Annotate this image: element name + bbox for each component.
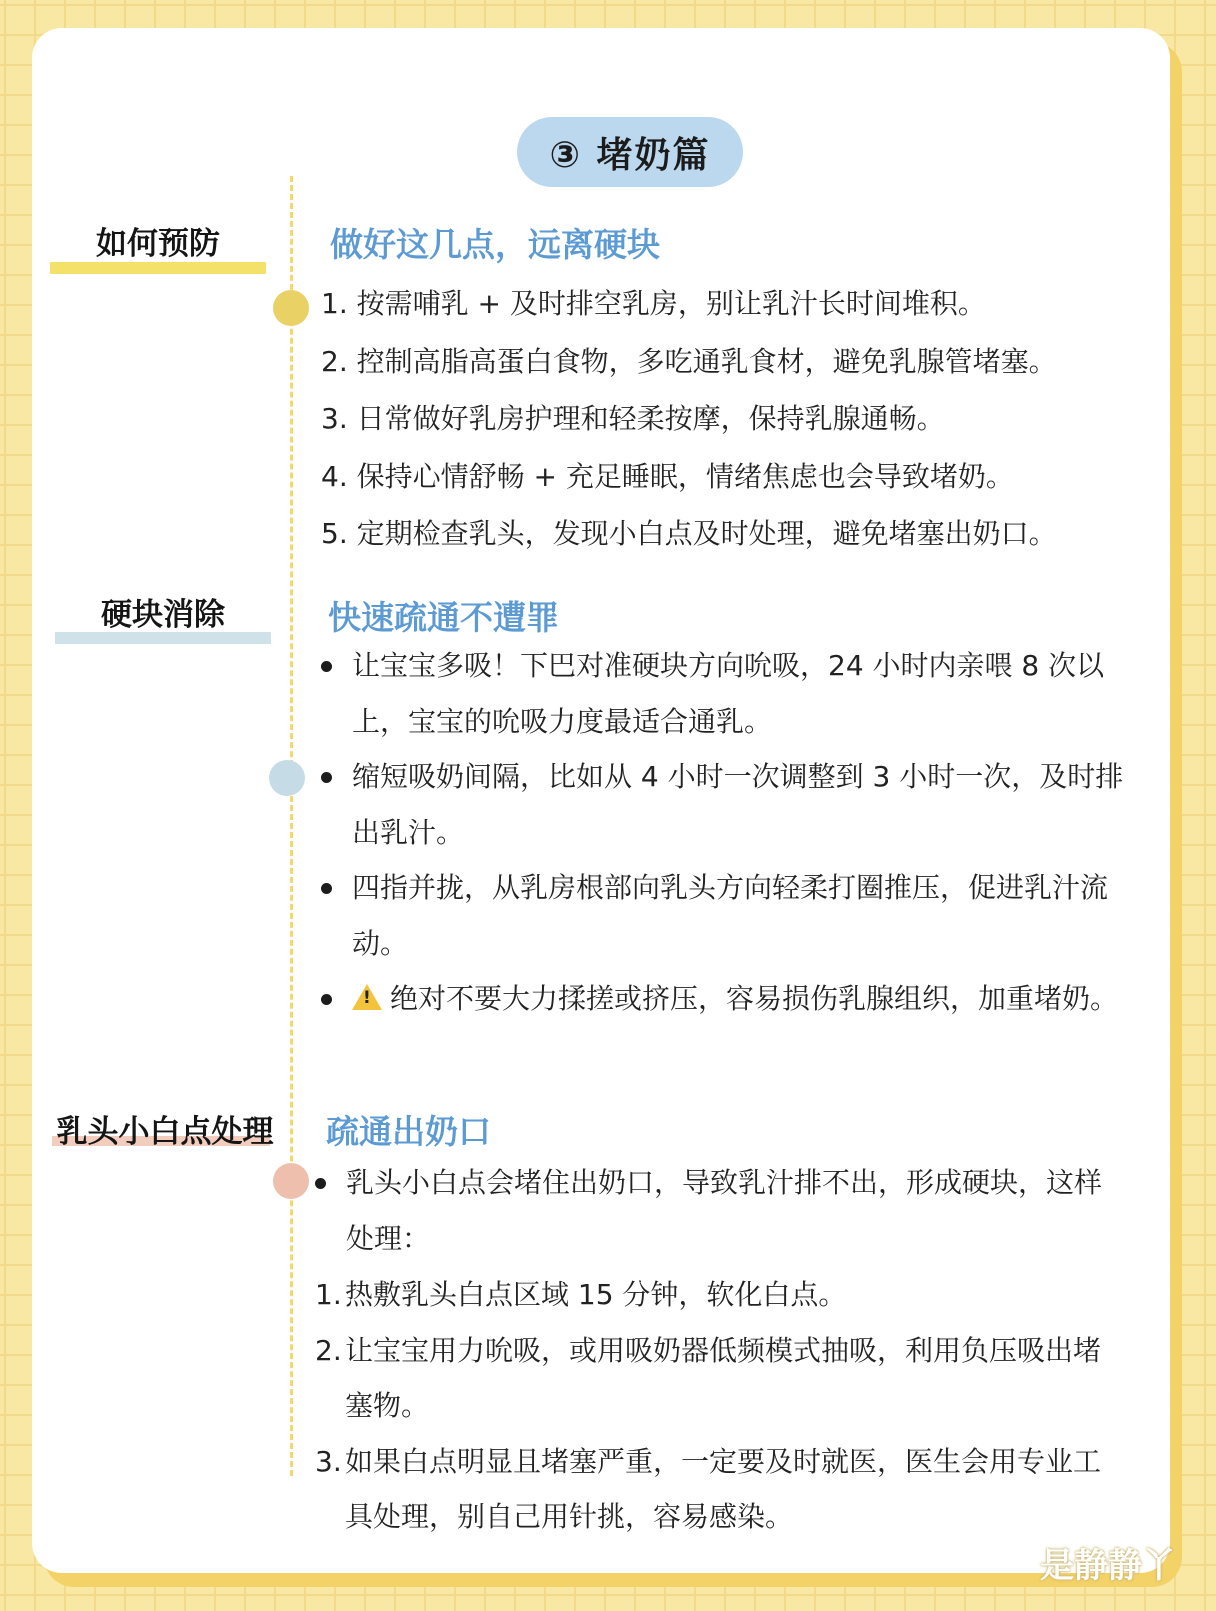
list-item-text: 乳头小白点会堵住出奶口，导致乳汁排不出，形成硬块，这样处理： <box>346 1166 1103 1255</box>
white-spot-steps <box>315 1267 1125 1545</box>
section-heading-lump-removal: 快速疏通不遭罪 <box>328 598 559 637</box>
list-item: 4. 保持心情舒畅 + 充足睡眠，情绪焦虑也会导致堵奶。 <box>321 459 1014 493</box>
step-text: 热敷乳头白点区域 15 分钟，软化白点。 <box>345 1278 847 1311</box>
step-text: 让宝宝用力吮吸，或用吸奶器低频模式抽吸，利用负压吸出堵塞物。 <box>345 1333 1102 1422</box>
section-label-lump-removal: 硬块消除 <box>101 597 225 633</box>
page-title: ③ 堵奶篇 <box>517 117 743 187</box>
timeline-line <box>290 176 293 1476</box>
watermark: 是静静丫 <box>1040 1546 1176 1586</box>
warning-icon <box>352 984 382 1010</box>
list-item: 5. 定期检查乳头，发现小白点及时处理，避免堵塞出奶口。 <box>321 517 1057 550</box>
step-number: 1. <box>315 1278 342 1311</box>
list-item <box>321 971 1151 1027</box>
list-item: 2. 控制高脂高蛋白食物，多吃通乳食材，避免乳腺管堵塞。 <box>321 344 1057 378</box>
lump-removal-list <box>321 638 1151 1027</box>
list-item <box>321 638 1151 749</box>
list-item-text: 让宝宝多吸！下巴对准硬块方向吮吸，24 小时内亲喂 8 次以上，宝宝的吮吸力度最适合通乳。 <box>352 649 1105 738</box>
step-text: 如果白点明显且堵塞严重，一定要及时就医，医生会用专业工具处理，别自己用针挑，容易感染。 <box>345 1444 1102 1533</box>
white-spot-intro <box>315 1155 1125 1266</box>
section-heading-prevention: 做好这几点，远离硬块 <box>330 225 660 264</box>
timeline-dot-white-spot <box>273 1163 309 1199</box>
timeline-dot-lump-removal <box>269 760 305 796</box>
prevention-list <box>321 275 1057 563</box>
list-item: 1. 按需哺乳 + 及时排空乳房，别让乳汁长时间堆积。 <box>321 287 986 320</box>
step-number: 2. <box>315 1333 342 1367</box>
section-label-prevention: 如何预防 <box>96 226 220 262</box>
list-item: 3. 日常做好乳房护理和轻柔按摩，保持乳腺通畅。 <box>321 402 945 435</box>
list-item <box>315 1323 1125 1434</box>
section-label-white-spot: 乳头小白点处理 <box>56 1114 274 1150</box>
list-item-text: 绝对不要大力揉搓或挤压，容易损伤乳腺组织，加重堵奶。 <box>390 982 1119 1015</box>
list-item <box>315 1155 1125 1266</box>
list-item-text: 缩短吸奶间隔，比如从 4 小时一次调整到 3 小时一次，及时排出乳汁。 <box>352 760 1124 849</box>
section-heading-white-spot: 疏通出奶口 <box>326 1112 491 1151</box>
step-number: 3. <box>315 1444 342 1478</box>
list-item <box>321 860 1151 971</box>
list-item <box>315 1267 1125 1323</box>
list-item <box>321 749 1151 860</box>
list-item <box>315 1434 1125 1545</box>
timeline-dot-prevention <box>273 290 309 326</box>
list-item-text: 四指并拢，从乳房根部向乳头方向轻柔打圈推压，促进乳汁流动。 <box>352 871 1109 960</box>
